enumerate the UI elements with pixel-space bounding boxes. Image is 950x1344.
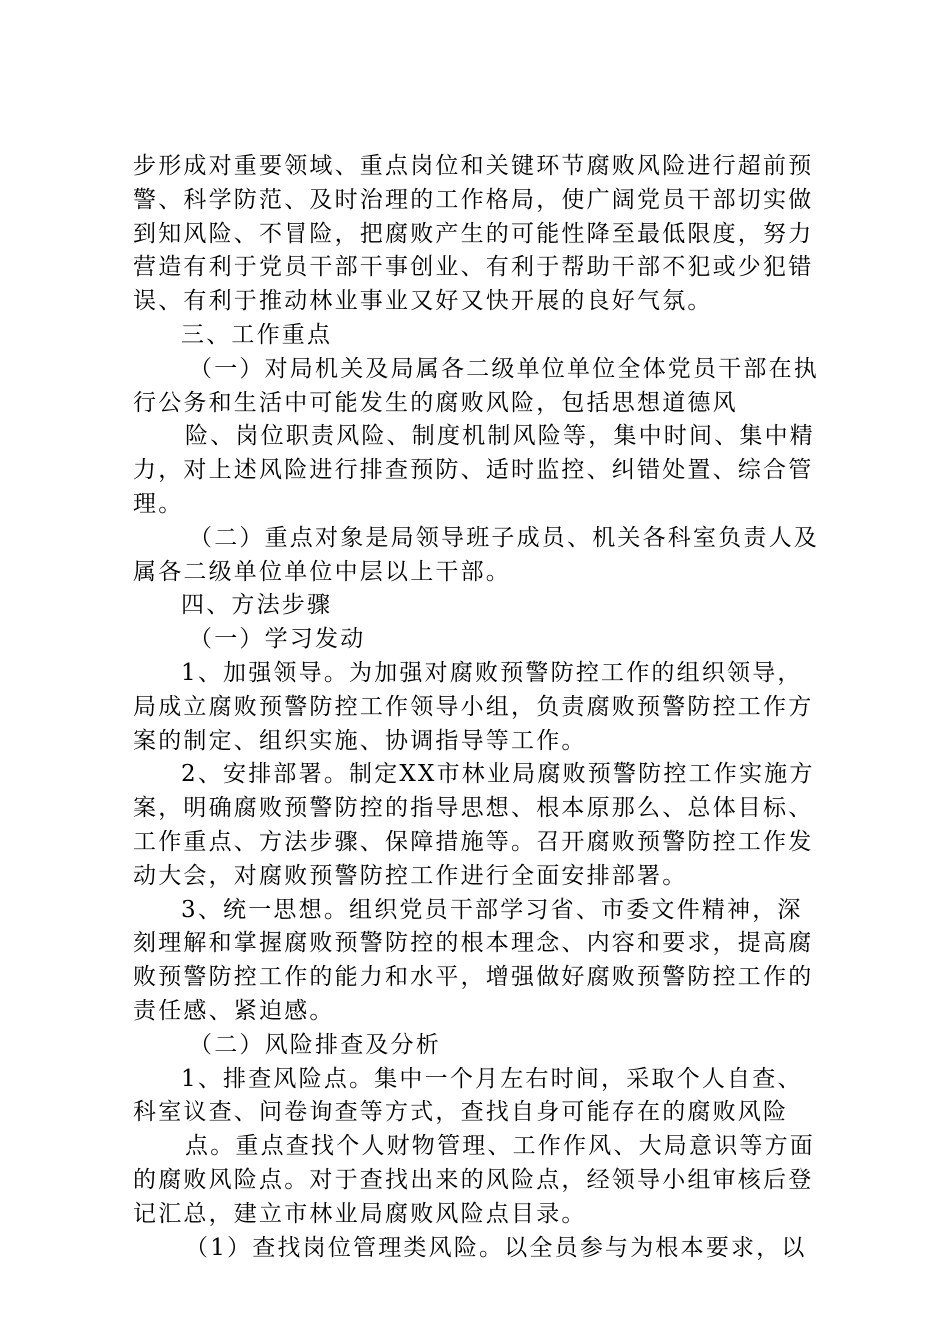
subsection-heading: （二）风险排查及分析 xyxy=(189,1031,441,1058)
text-line: （1）查找岗位管理类风险。以全员参与为根本要求，以 xyxy=(185,1234,807,1261)
text-line: （二）重点对象是局领导班子成员、机关各科室负责人及 xyxy=(189,524,819,551)
text-line: 局成立腐败预警防控工作领导小组，负责腐败预警防控工作方 xyxy=(133,693,814,720)
text-line: 2、安排部署。制定XX市林业局腐败预警防控工作实施方 xyxy=(181,761,815,788)
text-line: 工作重点、方法步骤、保障措施等。召开腐败预警防控工作发 xyxy=(133,828,814,855)
text-line: 点。重点查找个人财物管理、工作作风、大局意识等方面 xyxy=(185,1133,815,1160)
text-line: 步形成对重要领域、重点岗位和关键环节腐败风险进行超前预 xyxy=(133,153,814,179)
text-line: 科室议查、问卷询查等方式，查找自身可能存在的腐败风险 xyxy=(133,1099,789,1126)
text-line: 1、排查风险点。集中一个月左右时间，采取个人自查、 xyxy=(181,1065,803,1092)
section-heading: 三、工作重点 xyxy=(181,321,333,348)
text-line: 1、加强领导。为加强对腐败预警防控工作的组织领导， xyxy=(181,659,803,686)
text-line: 误、有利于推动林业事业又好又快开展的良好气氛。 xyxy=(133,288,713,315)
text-line: 警、科学防范、及时治理的工作格局，使广阔党员干部切实做 xyxy=(133,186,814,213)
text-line: 险、岗位职责风险、制度机制风险等，集中时间、集中精 xyxy=(185,423,815,450)
text-line: 责任感、紧迫感。 xyxy=(133,997,335,1024)
text-line: 力，对上述风险进行排查预防、适时监控、纠错处置、综合管 xyxy=(133,457,814,484)
text-line: 动大会，对腐败预警防控工作进行全面安排部署。 xyxy=(133,862,688,889)
section-heading: 四、方法步骤 xyxy=(181,592,333,619)
text-line: 理。 xyxy=(133,490,184,517)
text-line: 记汇总，建立市林业局腐败风险点目录。 xyxy=(133,1200,587,1227)
text-line: 营造有利于党员干部干事创业、有利于帮助干部不犯或少犯错 xyxy=(133,254,814,281)
subsection-heading: （一）学习发动 xyxy=(189,626,366,653)
text-line: 3、统一思想。组织党员干部学习省、市委文件精神，深 xyxy=(181,896,803,923)
text-line: 行公务和生活中可能发生的腐败风险，包括思想道德风 xyxy=(133,389,738,416)
text-line: 案的制定、组织实施、协调指导等工作。 xyxy=(133,727,587,754)
text-line: （一）对局机关及局属各二级单位单位全体党员干部在执 xyxy=(189,355,819,382)
text-line: 刻理解和掌握腐败预警防控的根本理念、内容和要求，提高腐 xyxy=(133,930,814,957)
text-line: 败预警防控工作的能力和水平，增强做好腐败预警防控工作的 xyxy=(133,964,814,991)
text-line: 属各二级单位单位中层以上干部。 xyxy=(133,558,511,585)
text-line: 案，明确腐败预警防控的指导思想、根本原那么、总体目标、 xyxy=(133,795,814,822)
text-line: 的腐败风险点。对于查找出来的风险点，经领导小组审核后登 xyxy=(133,1166,814,1193)
document-body xyxy=(133,150,823,1265)
text-line: 到知风险、不冒险，把腐败产生的可能性降至最低限度，努力 xyxy=(133,220,814,247)
